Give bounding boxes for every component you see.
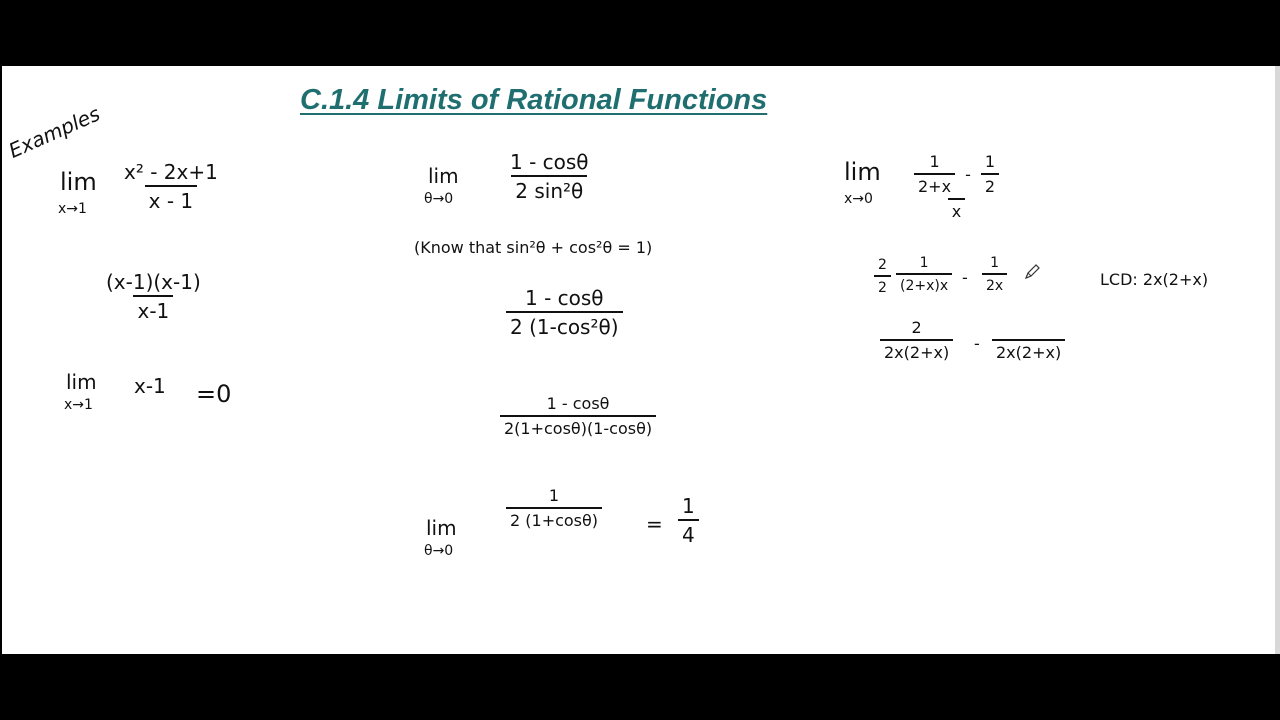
lcd-note: LCD: 2x(2+x) bbox=[1100, 270, 1209, 289]
step-1-fraction bbox=[506, 288, 623, 337]
numerator: 1 bbox=[919, 255, 929, 271]
numerator: 2 bbox=[911, 318, 922, 337]
numerator: 1 bbox=[548, 486, 560, 505]
result-fraction bbox=[678, 496, 699, 545]
denominator: 2 bbox=[981, 173, 999, 195]
expression: x-1 bbox=[134, 374, 166, 398]
denominator: x-1 bbox=[133, 295, 173, 321]
scrollbar-edge bbox=[1275, 66, 1280, 654]
numerator: 1 bbox=[682, 494, 695, 518]
fraction bbox=[506, 152, 593, 201]
minus-sign: - bbox=[965, 164, 971, 184]
numerator bbox=[910, 154, 1003, 198]
denominator: x bbox=[948, 198, 965, 220]
step-3-fraction bbox=[506, 488, 602, 529]
fraction bbox=[896, 256, 952, 293]
denominator: 4 bbox=[678, 519, 699, 545]
numerator: 1 - cosθ bbox=[510, 150, 589, 174]
document-page bbox=[2, 66, 1275, 654]
numerator: (x-1)(x-1) bbox=[106, 270, 201, 294]
numerator: x² - 2x+1 bbox=[124, 160, 218, 184]
numerator: 2 bbox=[878, 257, 887, 273]
fraction bbox=[992, 320, 1065, 361]
numerator: 1 - cosθ bbox=[546, 394, 610, 413]
minus-sign: - bbox=[974, 334, 980, 353]
denominator: 2x bbox=[982, 273, 1007, 293]
factored-fraction bbox=[102, 272, 205, 321]
lim-label: lim bbox=[66, 370, 97, 394]
fraction bbox=[982, 256, 1007, 293]
minus-sign: - bbox=[962, 268, 968, 287]
lim-subscript: x→0 bbox=[844, 191, 873, 207]
denominator: x - 1 bbox=[145, 185, 198, 211]
pencil-icon bbox=[1024, 264, 1040, 280]
denominator: (2+x)x bbox=[896, 273, 952, 293]
step-2-fraction bbox=[500, 396, 656, 437]
numerator: 1 - cosθ bbox=[525, 286, 604, 310]
lim-label: lim bbox=[428, 164, 459, 188]
lim-label: lim bbox=[60, 168, 97, 196]
examples-label: Examples bbox=[5, 101, 104, 163]
multiplier-fraction bbox=[874, 258, 891, 295]
lim-subscript: θ→0 bbox=[424, 543, 454, 559]
complex-fraction bbox=[910, 154, 1003, 220]
equals-sign: = bbox=[646, 512, 663, 536]
numerator: 1 bbox=[929, 152, 940, 171]
lim-label: lim bbox=[426, 516, 457, 540]
inner-fraction-2 bbox=[981, 154, 999, 195]
denominator: 2 sin²θ bbox=[511, 175, 587, 201]
inner-fraction-1 bbox=[914, 154, 955, 195]
denominator: 2 (1+cosθ) bbox=[506, 507, 602, 529]
denominator: 2x(2+x) bbox=[992, 339, 1065, 361]
denominator: 2(1+cosθ)(1-cosθ) bbox=[500, 415, 656, 437]
denominator: 2 bbox=[874, 275, 891, 295]
lim-subscript: θ→0 bbox=[424, 191, 454, 207]
lim-subscript: x→1 bbox=[58, 201, 87, 217]
denominator: 2+x bbox=[914, 173, 955, 195]
lim-subscript: x→1 bbox=[64, 397, 93, 413]
denominator: 2 (1-cos²θ) bbox=[506, 311, 623, 337]
lim-label: lim bbox=[844, 158, 881, 186]
page-title: C.1.4 Limits of Rational Functions bbox=[300, 84, 768, 116]
fraction bbox=[120, 162, 222, 211]
denominator: 2x(2+x) bbox=[880, 339, 953, 361]
fraction bbox=[880, 320, 953, 361]
numerator bbox=[1025, 320, 1033, 339]
numerator: 1 bbox=[984, 152, 996, 171]
identity-note: (Know that sin²θ + cos²θ = 1) bbox=[414, 238, 653, 257]
numerator: 1 bbox=[990, 255, 1000, 271]
result: =0 bbox=[196, 380, 232, 408]
